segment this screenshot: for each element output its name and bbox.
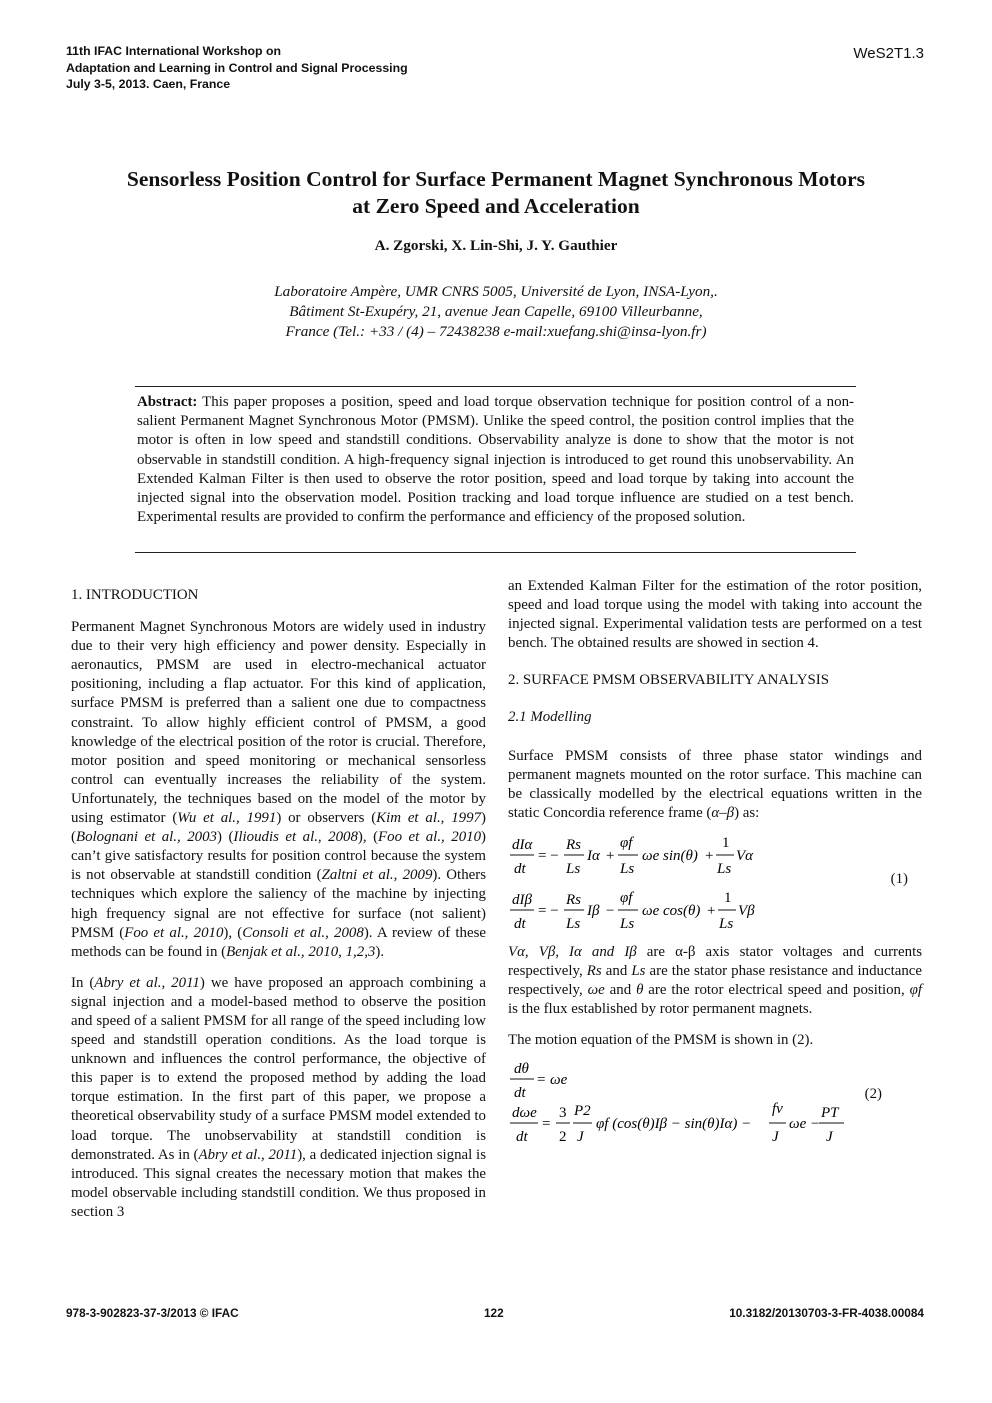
eq1a-t2-fn: ωe sin(θ) [642, 847, 698, 864]
eq2b-body: φf (cos(θ)Iβ − sin(θ)Iα) − [596, 1116, 752, 1133]
affiliation [0, 282, 992, 342]
conference-line: Adaptation and Learning in Control and Signal Processing [66, 60, 408, 75]
title-line: at Zero Speed and Acceleration [352, 194, 640, 218]
eq2a-lhs-num: dθ [514, 1061, 529, 1078]
equation-number: (2) [864, 1086, 882, 1103]
eq2b-f-var: ωe − [789, 1116, 821, 1133]
conference-line: 11th IFAC International Workshop on [66, 44, 281, 58]
eq1b-t2-num: φf [620, 889, 633, 906]
citation: Benjak et al., 2010, 1,2,3 [226, 943, 376, 960]
eq1b-t2-fn: ωe cos(θ) [642, 902, 701, 919]
intro-paragraph-1: Permanent Magnet Synchronous Motors are widely used in industry due to their very high efficiency and power density. Especially in aeronautics, PMSM are used in electro-mechanical actuator positioning, including a flap actuator. For this kind of application, surface PMSM is preferred than a salient one due to compactness constraint. To allow highly efficient control of PMSM, a good knowledge of the electrical position of the rotor is crucial. Therefore, motor position and speed monitoring or mechanical sensorless control can eventually increases the reliability of the system. Unfortunately, the techniques based on the model of the motor by using estimator (Wu et al., 1991) or observers (Kim et al., 1997) (Bolognani et al., 2003) (Ilioudis et al., 2008), (Foo et al., 2010) can’t give satisfactory results for position control because the system is not observable at standstill condition (Zaltni et al., 2009). Others techniques which explore the saliency of the machine by injecting high frequency signal are not effective for surface (not salient) PMSM (Foo et al., 2010), (Consoli et al., 2008). A review of these methods can be found in (Benjak et al., 2010, 1,2,3). [71, 619, 486, 960]
section-heading: 1. INTRODUCTION [71, 587, 199, 603]
abstract-label: Abstract: [137, 394, 198, 410]
intro-paragraph-3: an Extended Kalman Filter for the estimation of the rotor position, speed and load torque using the model with taking into account the injected signal. Experimental validation tests are performed on a test bench. The obtained results are showed in section 4. [508, 578, 922, 652]
eq1a-lhs-num: dIα [512, 836, 533, 853]
right-column [508, 577, 922, 1148]
eq2a-eq: = [537, 1072, 546, 1089]
eq1b-lhs-num: dIβ [512, 891, 532, 908]
eq1a-t1-den: Ls [566, 860, 581, 877]
citation: Zaltni et al., 2009 [321, 867, 433, 884]
intro-paragraph-2: In (Abry et al., 2011) we have proposed an approach combining a signal injection and a model-based method to observe the position and speed of a salient PMSM for all range of the speed including low speed and standstill operation conditions. As the load torque is unknown and influences the control performance, the objective of this paper is to extend the proposed method by adding the load torque estimation. In the first part of this paper, we propose a theoretical observability study of a surface PMSM model extended to load torque. The unobservability at standstill condition is demonstrated. As in (Abry et al., 2011), a dedicated injection signal is introduced. This signal creates the necessary motion that makes the model observable including standstill condition. We thus proposed in section 3 [71, 974, 486, 1220]
eq2b-f-den: J [772, 1129, 779, 1146]
eq1a-t1-num: Rs [566, 836, 581, 853]
conference-header [66, 43, 408, 93]
section-heading: 2. SURFACE PMSM OBSERVABILITY ANALYSIS [508, 672, 829, 689]
eq1a-t3-den: Ls [717, 860, 732, 877]
eq1b-op: − [606, 902, 615, 919]
eq1a-t1-var: Iα [587, 847, 600, 864]
eq2b-c-den: 2 [559, 1129, 567, 1146]
citation: Abry et al., 2011 [94, 974, 200, 991]
modelling-paragraph: Surface PMSM consists of three phase stator windings and permanent magnets mounted on the rotor surface. This machine can be classically modelled by the electrical equations written in the static Concordia reference frame (α–β) as: [508, 747, 922, 821]
eq2b-f-num: fv [772, 1101, 783, 1118]
subsection-heading: 2.1 Modelling [508, 709, 592, 726]
eq1a-op2: + [705, 847, 714, 864]
citation: Foo et al., 2010 [378, 829, 482, 846]
eq1b-t1-var: Iβ [587, 902, 600, 919]
abstract-text: This paper proposes a position, speed and load torque observation technique for position control of a non-salient Permanent Magnet Synchronous Motor (PMSM). Unlike the speed control, the position control implies that the motor is often in low speed and standstill conditions. Observability analyze is done to show that the motor is not observable in standstill condition. A high-frequency signal injection is introduced to get round this unobservability. An Extended Kalman Filter is then used to observe the rotor position, speed and load torque by taking into account the injected signal into the observation model. Position tracking and load torque influence are studied on a test bench. Experimental results are provided to confirm the performance and efficiency of the proposed solution. [137, 394, 854, 526]
citation: Consoli et al., 2008 [242, 924, 364, 941]
eq1a-op: + [606, 847, 615, 864]
citation: Ilioudis et al., 2008 [233, 829, 358, 846]
eq1b-t3-num: 1 [724, 889, 732, 906]
motion-equation-intro: The motion equation of the PMSM is shown in (2). [508, 1032, 814, 1049]
eq2b-pt-den: J [826, 1129, 833, 1146]
paper-title [0, 166, 992, 220]
citation: Bolognani et al., 2003 [75, 829, 218, 846]
citation: Kim et al., 1997 [376, 810, 482, 827]
eq1a-t3-num: 1 [722, 834, 730, 851]
eq1b-t3-den: Ls [719, 915, 734, 932]
citation: Foo et al., 2010 [124, 924, 224, 941]
eq1b-op2: + [707, 902, 716, 919]
footer-isbn: 978-3-902823-37-3/2013 © IFAC [66, 1306, 239, 1320]
eq1a-lhs-den: dt [514, 860, 526, 877]
abstract [137, 393, 854, 527]
eq2b-pt-num: PT [821, 1105, 839, 1122]
equation-1-graphic [508, 825, 778, 933]
eq2b-p-den: J [577, 1129, 584, 1146]
eq1b-t1-den: Ls [566, 915, 581, 932]
page-number: 122 [484, 1306, 504, 1320]
conference-line: July 3-5, 2013. Caen, France [66, 77, 231, 91]
equation-number: (1) [890, 870, 908, 887]
eq1b-t3-var: Vβ [738, 902, 755, 919]
eq1b-t2-den: Ls [620, 915, 635, 932]
citation: Wu et al., 1991 [177, 810, 277, 827]
affiliation-line: Bâtiment St-Exupéry, 21, avenue Jean Capelle, 69100 Villeurbanne, [289, 303, 703, 320]
eq1a-eq: = − [538, 847, 559, 864]
equation-2-graphic [508, 1056, 868, 1148]
equation-1 [508, 825, 922, 933]
eq2b-lhs-num: dωe [512, 1105, 537, 1122]
eq1a-t2-den: Ls [620, 860, 635, 877]
eq1b-eq: = − [538, 902, 559, 919]
abstract-top-rule [135, 386, 856, 387]
affiliation-line: Laboratoire Ampère, UMR CNRS 5005, Université de Lyon, INSA-Lyon,. [274, 283, 718, 300]
eq2b-c-num: 3 [559, 1105, 567, 1122]
eq2a-lhs-den: dt [514, 1085, 526, 1102]
authors: A. Zgorski, X. Lin-Shi, J. Y. Gauthier [374, 237, 618, 254]
eq1b-t1-num: Rs [566, 891, 581, 908]
eq1a-t3-var: Vα [736, 847, 754, 864]
equation-2 [508, 1056, 922, 1148]
affiliation-line: France (Tel.: +33 / (4) – 72438238 e-mail:xuefang.shi@insa-lyon.fr) [285, 323, 707, 340]
left-column [71, 586, 486, 1222]
eq2b-eq: = [542, 1116, 551, 1133]
eq2b-p-num: P2 [574, 1103, 591, 1120]
eq2b-lhs-den: dt [516, 1129, 528, 1146]
footer-doi: 10.3182/20130703-3-FR-4038.00084 [729, 1306, 924, 1320]
eq1b-lhs-den: dt [514, 915, 526, 932]
variables-paragraph: Vα, Vβ, Iα and Iβ are α-β axis stator voltages and currents respectively, Rs and Ls are the stator phase resistance and inductance respectively, ωe and θ are the rotor electrical speed and position, φf is the flux established by rotor permanent magnets. [508, 943, 923, 1018]
eq1a-t2-num: φf [620, 834, 633, 851]
abstract-bottom-rule [135, 552, 856, 553]
citation: Abry et al., 2011 [198, 1146, 298, 1163]
title-line: Sensorless Position Control for Surface Permanent Magnet Synchronous Motors [126, 167, 866, 191]
session-code: WeS2T1.3 [853, 45, 924, 62]
eq2a-rhs: ωe [550, 1072, 568, 1089]
